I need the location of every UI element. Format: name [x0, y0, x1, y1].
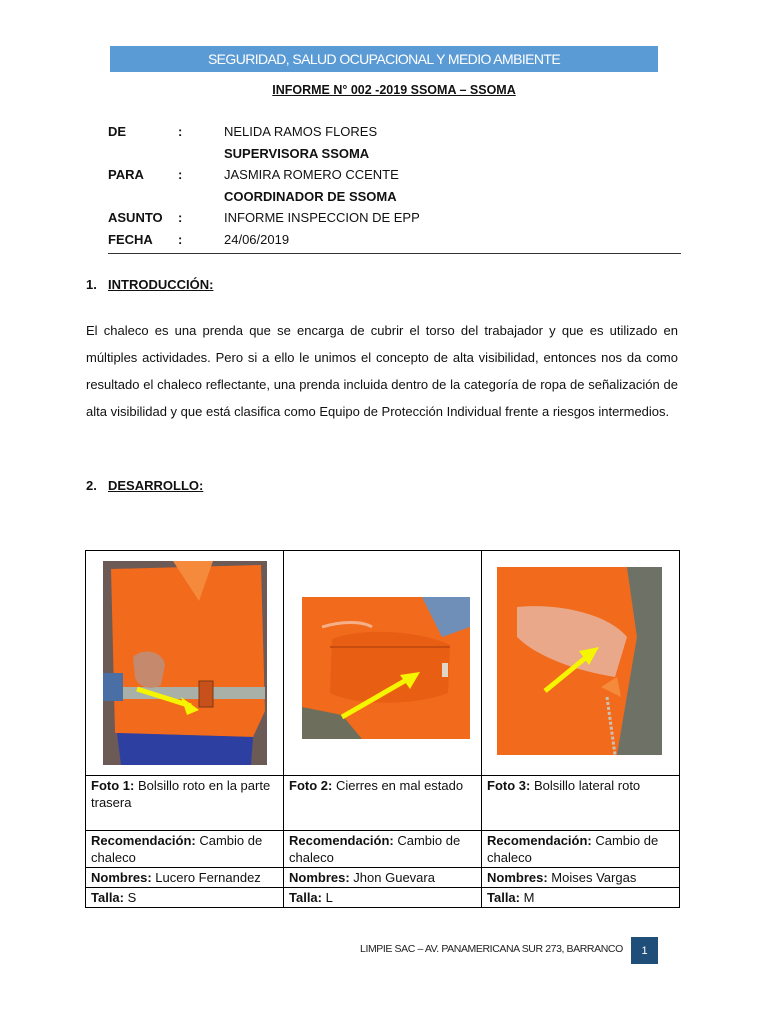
meta-value: SUPERVISORA SSOMA: [224, 145, 370, 161]
recommendation-text: Cambio de chaleco: [91, 833, 263, 865]
size-row: [86, 888, 680, 908]
recommendation-cell: [284, 831, 482, 868]
size-cell: [284, 888, 482, 908]
meta-colon: :: [178, 167, 183, 182]
name-cell: [86, 868, 284, 888]
size-label: Talla:: [487, 890, 520, 905]
name-text: Jhon Guevara: [349, 870, 435, 885]
meta-label: DE: [108, 124, 127, 139]
report-title: INFORME N° 002 -2019 SSOMA – SSOMA: [272, 83, 516, 97]
caption-row: [86, 776, 680, 831]
section-title: INTRODUCCIÓN:: [108, 277, 214, 292]
size-label: Talla:: [91, 890, 124, 905]
recommendation-label: Recomendación:: [91, 833, 196, 848]
caption-text: Cierres en mal estado: [332, 778, 464, 793]
name-text: Moises Vargas: [547, 870, 637, 885]
vest-photo-2: [302, 597, 470, 739]
caption-label: Foto 1:: [91, 778, 135, 793]
section-heading-development: [86, 478, 203, 493]
header-divider: [108, 253, 681, 254]
section-heading-intro: [86, 277, 213, 292]
caption-label: Foto 2:: [289, 778, 333, 793]
name-label: Nombres:: [487, 870, 548, 885]
recommendation-label: Recomendación:: [487, 833, 592, 848]
meta-label: PARA: [108, 167, 144, 182]
caption-text: Bolsillo roto en la parte trasera: [91, 778, 271, 810]
meta-colon: :: [178, 210, 183, 225]
recommendation-cell: [482, 831, 680, 868]
recommendation-label: Recomendación:: [289, 833, 394, 848]
caption-label: Foto 3:: [487, 778, 531, 793]
photo-row: [86, 551, 680, 776]
size-text: L: [322, 890, 333, 905]
name-cell: [284, 868, 482, 888]
meta-value: JASMIRA ROMERO CCENTE: [224, 167, 399, 182]
photo-cell-1: [86, 551, 284, 776]
photo-cell-2: [284, 551, 482, 776]
caption-cell: [86, 776, 284, 831]
recommendation-text: Cambio de chaleco: [487, 833, 659, 865]
vest-photo-1: [103, 561, 267, 765]
vest-photo-3: [497, 567, 662, 755]
name-text: Lucero Fernandez: [151, 870, 261, 885]
caption-text: Bolsillo lateral roto: [530, 778, 641, 793]
name-label: Nombres:: [91, 870, 152, 885]
meta-label: FECHA: [108, 231, 153, 247]
section-number: 1.: [86, 277, 97, 292]
meta-colon: :: [178, 231, 183, 247]
size-text: M: [520, 890, 535, 905]
meta-value: 24/06/2019: [224, 231, 290, 247]
meta-value: NELIDA RAMOS FLORES: [224, 124, 378, 139]
page-number: 1: [631, 937, 658, 964]
size-cell: [482, 888, 680, 908]
names-row: [86, 868, 680, 888]
section-title: DESARROLLO:: [108, 478, 204, 493]
size-cell: [86, 888, 284, 908]
header-banner: SEGURIDAD, SALUD OCUPACIONAL Y MEDIO AMBIENTE: [110, 46, 658, 72]
meta-colon: :: [178, 124, 183, 139]
recommendation-cell: [86, 831, 284, 868]
footer-address: LIMPIE SAC – AV. PANAMERICANA SUR 273, BARRANCO: [360, 943, 623, 955]
meta-label: ASUNTO: [108, 210, 163, 225]
caption-cell: [482, 776, 680, 831]
caption-cell: [284, 776, 482, 831]
section-number: 2.: [86, 478, 97, 493]
name-label: Nombres:: [289, 870, 350, 885]
size-label: Talla:: [289, 890, 322, 905]
recommendation-text: Cambio de chaleco: [289, 833, 461, 865]
recommendation-row: [86, 831, 680, 868]
meta-value: INFORME INSPECCION DE EPP: [224, 210, 420, 225]
inspection-table: [85, 550, 680, 908]
intro-paragraph: El chaleco es una prenda que se encarga de cubrir el torso del trabajador y que es utilizado en múltiples actividades. Pero si a ello le unimos el concepto de alta visibilidad, entonces nos da como resultado el chaleco reflectante, una prenda incluida dentro de la categoría de ropa de señalización de alta visibilidad y que está clasifica como Equipo de Protección Individual frente a riesgos intermedios.: [86, 323, 678, 419]
name-cell: [482, 868, 680, 888]
size-text: S: [124, 890, 137, 905]
photo-cell-3: [482, 551, 680, 776]
meta-value: COORDINADOR DE SSOMA: [224, 188, 397, 204]
